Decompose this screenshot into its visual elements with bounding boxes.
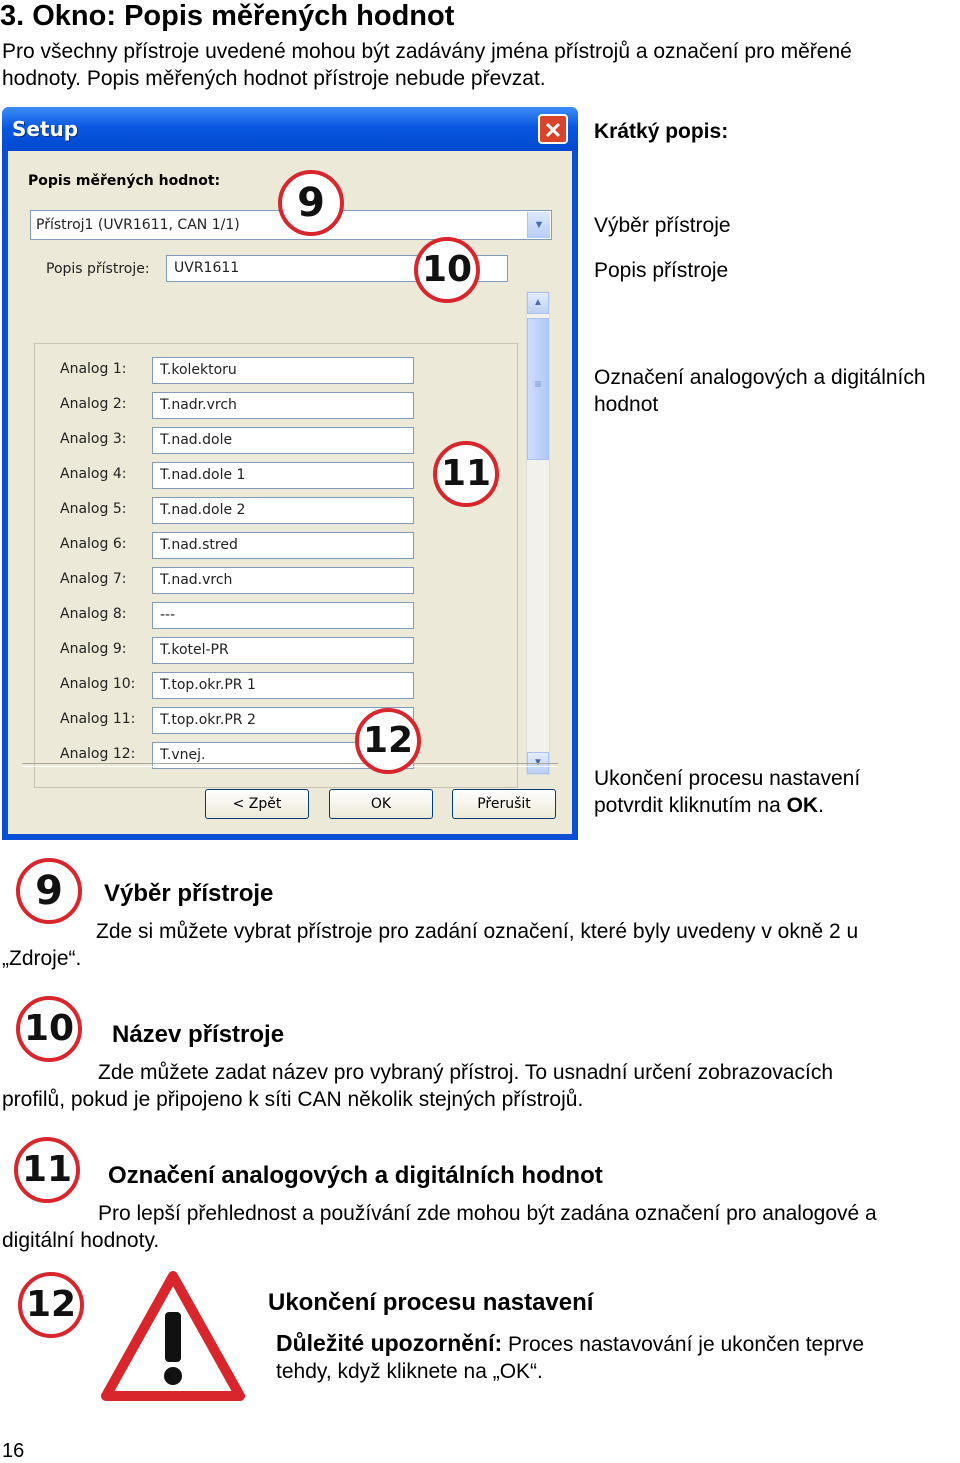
- desc-labels: Označení analogových a digitálních hodnot: [594, 366, 926, 416]
- section-11-line: Pro lepší přehlednost a používání zde mohou být zadána označení pro analogové a: [98, 1202, 877, 1225]
- analog-value: T.nadr.vrch: [160, 397, 237, 413]
- analog-value: T.nad.dole 1: [160, 467, 246, 483]
- page-heading: 3. Okno: Popis měřených hodnot: [0, 0, 455, 32]
- section-badge-11: 11: [14, 1137, 80, 1203]
- scroll-thumb[interactable]: ≡: [527, 318, 549, 460]
- scrollbar[interactable]: [526, 291, 550, 775]
- analog-value: T.nad.dole: [160, 432, 233, 448]
- desc-finish: Ukončení procesu nastavení potvrdit kliknutím na OK.: [594, 767, 861, 817]
- analog-value: T.nad.stred: [160, 537, 238, 553]
- analog-input[interactable]: [152, 427, 414, 454]
- chevron-down-icon[interactable]: ▼: [527, 212, 550, 238]
- intro-text: [2, 38, 952, 92]
- analog-label: Analog 9:: [60, 641, 127, 657]
- analog-value: T.kotel-PR: [160, 642, 229, 658]
- analog-input[interactable]: [152, 567, 414, 594]
- back-button[interactable]: < Zpět: [205, 789, 309, 819]
- analog-label: Analog 1:: [60, 361, 127, 377]
- analog-label: Analog 3:: [60, 431, 127, 447]
- device-select-value: Přístroj1 (UVR1611, CAN 1/1): [36, 217, 240, 233]
- section-10-line: profilů, pokud je připojeno k síti CAN několik stejných přístrojů.: [2, 1088, 584, 1111]
- page-number: 16: [2, 1440, 25, 1462]
- analog-value: T.vnej.: [160, 747, 206, 763]
- group-label: Popis měřených hodnot:: [28, 173, 221, 189]
- desc-device-name: Popis přístroje: [594, 259, 729, 282]
- analog-input[interactable]: [152, 462, 414, 489]
- warning-icon: [100, 1270, 246, 1402]
- analog-label: Analog 4:: [60, 466, 127, 482]
- intro-line: Pro všechny přístroje uvedené mohou být zadávány jména přístrojů a označení pro měřené: [2, 40, 852, 63]
- analog-input[interactable]: [152, 532, 414, 559]
- analog-value: T.nad.dole 2: [160, 502, 246, 518]
- analog-label: Analog 8:: [60, 606, 127, 622]
- cancel-button[interactable]: Přerušit: [452, 789, 556, 819]
- analog-input[interactable]: [152, 672, 414, 699]
- ok-button[interactable]: OK: [329, 789, 433, 819]
- section-12-title: Ukončení procesu nastavení: [268, 1289, 594, 1316]
- analog-label: Analog 10:: [60, 676, 136, 692]
- short-description-title: Krátký popis:: [594, 120, 729, 143]
- analog-input[interactable]: [152, 357, 414, 384]
- section-9-line: „Zdroje“.: [2, 947, 82, 970]
- section-10-title: Název přístroje: [112, 1021, 285, 1048]
- analog-input[interactable]: [152, 602, 414, 629]
- window-titlebar: [2, 107, 578, 151]
- analog-input[interactable]: [152, 392, 414, 419]
- section-9-title: Výběr přístroje: [104, 880, 274, 907]
- device-name-value: UVR1611: [174, 260, 240, 276]
- section-10-line: Zde můžete zadat název pro vybraný přístroj. To usnadní určení zobrazovacích: [98, 1061, 833, 1084]
- device-name-label: Popis přístroje:: [46, 261, 150, 277]
- desc-device-selection: Výběr přístroje: [594, 214, 731, 237]
- window-title: Setup: [12, 117, 79, 141]
- analog-value: T.top.okr.PR 1: [160, 677, 256, 693]
- analog-label: Analog 5:: [60, 501, 127, 517]
- analog-label: Analog 6:: [60, 536, 127, 552]
- analog-value: ---: [160, 607, 176, 623]
- badge-10: 10: [414, 237, 480, 303]
- analog-label: Analog 12:: [60, 746, 136, 762]
- analog-label: Analog 11:: [60, 711, 136, 727]
- section-11-line: digitální hodnoty.: [2, 1229, 160, 1252]
- analog-label: Analog 2:: [60, 396, 127, 412]
- analog-input[interactable]: [152, 497, 414, 524]
- close-icon: ✕: [543, 118, 563, 143]
- analog-value: T.top.okr.PR 2: [160, 712, 256, 728]
- section-11-title: Označení analogových a digitálních hodnot: [108, 1162, 603, 1189]
- section-badge-10: 10: [16, 996, 82, 1062]
- close-button[interactable]: [538, 114, 568, 144]
- badge-9: 9: [278, 170, 344, 236]
- analog-value: T.kolektoru: [160, 362, 237, 378]
- divider: [22, 763, 558, 767]
- intro-line: hodnoty. Popis měřených hodnot přístroje nebude převzat.: [2, 67, 546, 90]
- analog-label: Analog 7:: [60, 571, 127, 587]
- analog-value: T.nad.vrch: [160, 572, 233, 588]
- badge-12: 12: [355, 708, 421, 774]
- scroll-up-icon[interactable]: ▲: [527, 292, 549, 314]
- analog-input[interactable]: [152, 637, 414, 664]
- badge-11: 11: [433, 441, 499, 507]
- section-badge-9: 9: [16, 858, 82, 924]
- section-12-text: Důležité upozornění: Proces nastavování je ukončen teprve tehdy, když kliknete na „OK“.: [276, 1330, 865, 1383]
- scroll-down-icon[interactable]: ▼: [527, 752, 549, 774]
- section-9-line: Zde si můžete vybrat přístroje pro zadání označení, které byly uvedeny v okně 2 u: [96, 920, 859, 943]
- section-badge-12: 12: [18, 1272, 84, 1338]
